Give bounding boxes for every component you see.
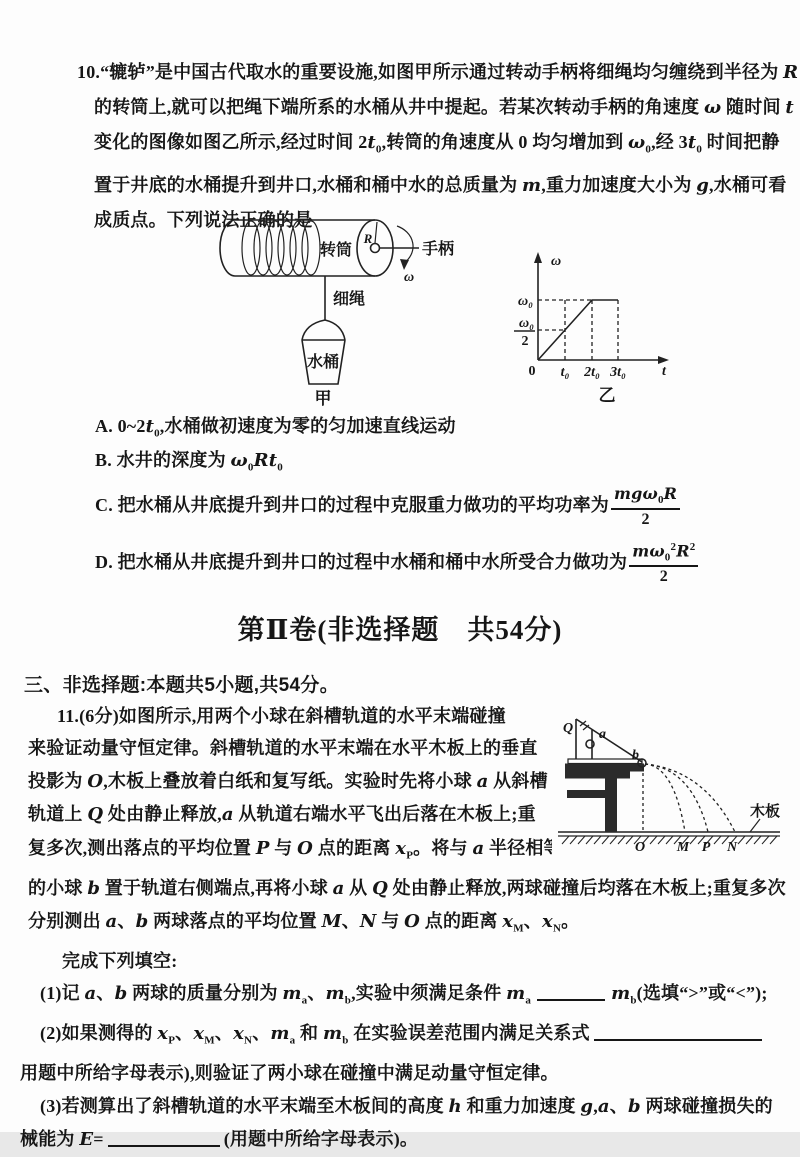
- rope-label: 细绳: [333, 291, 366, 308]
- graph-xlabel: t: [662, 364, 666, 379]
- point-m-label: M: [676, 840, 690, 855]
- figure-yi-caption: 乙: [598, 386, 616, 405]
- xtick-0: 0: [528, 364, 536, 379]
- drum-shape: [220, 220, 393, 276]
- bucket-shape: [302, 320, 345, 384]
- graph-ylabel: ω: [551, 254, 562, 269]
- q11-line: 11.(6分)如图所示,用两个小球在斜槽轨道的水平末端碰撞: [57, 706, 506, 726]
- q10-line: 10.“辘轳”是中国古代取水的重要设施,如图甲所示通过转动手柄将细绳均匀缠绕到半径为 R: [77, 62, 799, 83]
- xtick-t0: t₀: [560, 365, 570, 380]
- section-intro: 三、非选择题:本题共5小题,共54分。: [24, 675, 340, 696]
- board-pointer: [750, 819, 760, 832]
- collision-experiment-figure: [552, 706, 792, 871]
- q11-line: 来验证动量守恒定律。斜槽轨道的水平末端在水平木板上的垂直: [28, 738, 538, 759]
- svg-text:ω₀: ω₀: [518, 316, 534, 331]
- option-d: D. 把水桶从井底提升到井口的过程中水桶和桶中水所受合力做功为 $\frac{m\omega_0^2R^2}{2}$: [95, 536, 698, 592]
- figure-jia-caption: 甲: [314, 389, 332, 408]
- trajectories: [643, 764, 735, 832]
- q11-line: 完成下列填空:: [62, 951, 178, 972]
- omega-curve: [538, 300, 618, 360]
- point-n-label: N: [726, 840, 738, 855]
- q11-line: 投影为 O,木板上叠放着白纸和复写纸。实验时先将小球 a 从斜槽: [28, 770, 548, 792]
- q11-line: 的小球 b 置于轨道右侧端点,再将小球 a 从 Q 处由静止释放,两球碰撞后均落在木板上;重复多次: [28, 877, 786, 899]
- radius-label: R: [363, 231, 373, 246]
- board-ground: [558, 832, 780, 844]
- rope-coils: [242, 221, 320, 275]
- graph-gridlines: [538, 300, 618, 360]
- q11-blank-1: (1)记 a、b 两球的质量分别为 $m_a$、$m_b$,实验中须满足条件 $m_a$ $m_b$(选填“>”或“<”);: [40, 983, 768, 1008]
- q11-line: 复多次,测出落点的平均位置 P 与 O 点的距离 $x_P$。将与 a 半径相等: [28, 837, 562, 862]
- section-title: 第Ⅱ卷(非选择题 共54分): [237, 615, 563, 645]
- option-a: A. $0\sim 2t_0$,水桶做初速度为零的匀加速直线运动: [95, 416, 456, 440]
- q10-line: 变化的图像如图乙所示,经过时间 $2t_0$,转筒的角速度从 0 均匀增加到 $\omega_0$,经 $3t_0$ 时间把静: [94, 132, 780, 156]
- q11-blank-2: (2)如果测得的 $x_P$、$x_M$、$x_N$、$m_a$ 和 $m_b$ 在实验误差范围内满足关系式: [20, 1017, 798, 1057]
- svg-text:2: 2: [521, 334, 529, 349]
- q11-line: 分别测出 a、b 两球落点的平均位置 M、N 与 O 点的距离 $x_M$、$x_N$。: [28, 911, 580, 935]
- board-label: 木板: [750, 804, 781, 820]
- xtick-2t0: 2t₀: [584, 365, 600, 380]
- omega-time-graph: [500, 248, 680, 406]
- q10-line: 成质点。下列说法正确的是: [94, 209, 313, 230]
- point-q-label: Q: [562, 721, 574, 736]
- ball-b-label: b: [632, 748, 639, 763]
- q11-blank-3: (3)若测算出了斜槽轨道的水平末端至木板间的高度 h 和重力加速度 g,a、b 两球碰撞损失的: [40, 1095, 773, 1117]
- table-shape: [565, 759, 644, 832]
- q10-line: 置于井底的水桶提升到井口,水桶和桶中水的总质量为 m,重力加速度大小为 g,水桶可看: [94, 174, 787, 196]
- bucket-label: 水桶: [306, 354, 340, 371]
- drum-label: 转筒: [319, 242, 353, 259]
- q11-line: 用题中所给字母表示),则验证了两小球在碰撞中满足动量守恒定律。: [20, 1063, 559, 1084]
- q10-statement: [77, 55, 800, 238]
- q10-line: 的转筒上,就可以把绳下端所系的水桶从井中提起。若某次转动手柄的角速度 ω 随时间 t: [94, 97, 794, 118]
- option-b: B. 水井的深度为 $\omega_0Rt_0$: [95, 450, 283, 474]
- omega-label: ω: [404, 270, 415, 285]
- point-p-label: P: [701, 840, 711, 855]
- option-c: C. 把水桶从井底提升到井口的过程中克服重力做功的平均功率为 $\frac{mg\omega_0R}{2}$: [95, 479, 680, 535]
- ball-a-label: a: [599, 727, 606, 742]
- point-o-label: O: [634, 840, 646, 855]
- q11-line: 械能为 E= (用题中所给字母表示)。: [20, 1129, 419, 1151]
- handle-label: 手柄: [422, 241, 455, 258]
- q11-line: 轨道上 Q 处由静止释放,a 从轨道右端水平飞出后落在木板上;重: [28, 804, 536, 826]
- windlass-figure: [205, 214, 500, 410]
- ytick-omega0-half: [514, 316, 535, 349]
- ytick-omega0: ω₀: [517, 294, 533, 309]
- xtick-3t0: 3t₀: [610, 365, 626, 380]
